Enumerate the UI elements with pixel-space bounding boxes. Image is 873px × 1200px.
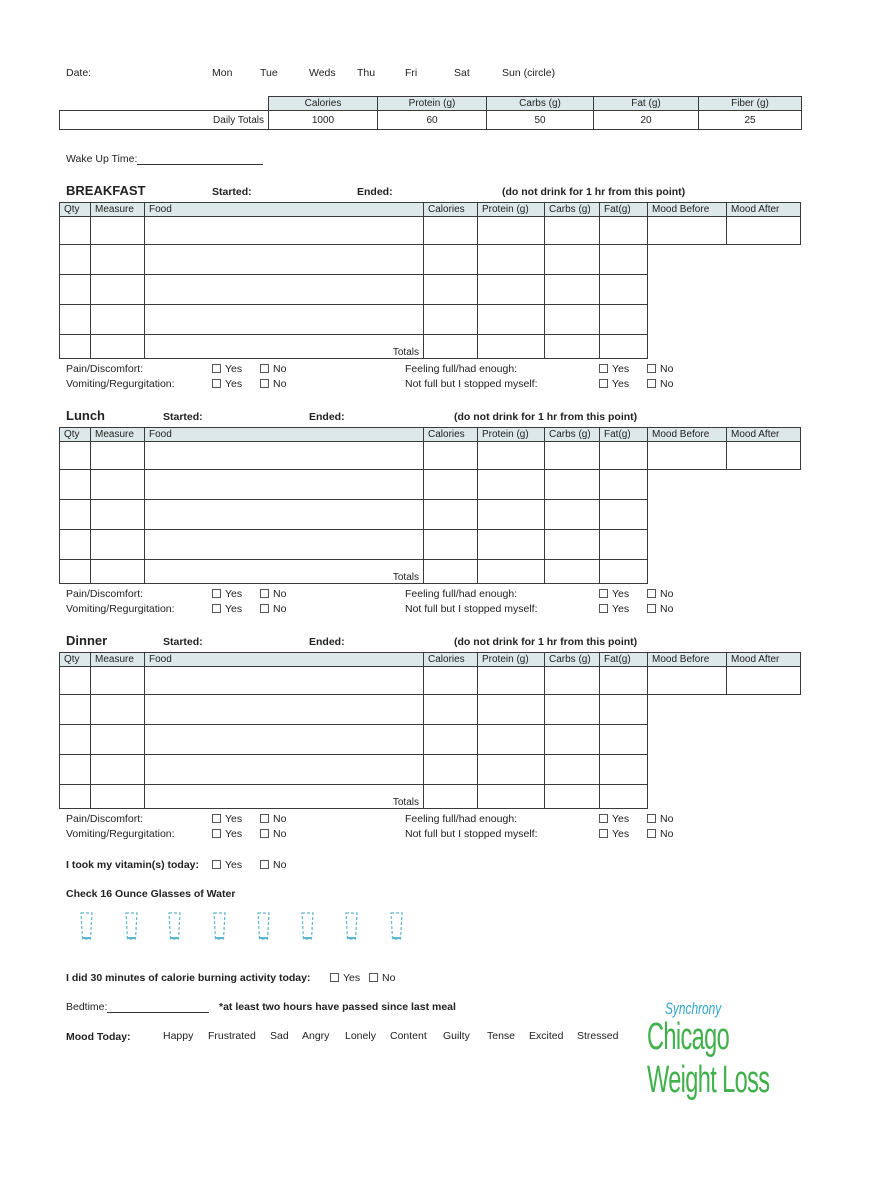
cell-fat[interactable] bbox=[600, 470, 648, 500]
day-weds[interactable]: Weds bbox=[309, 67, 336, 79]
col-header-measure: Measure bbox=[91, 653, 145, 667]
question-notfull: Not full but I stopped myself: bbox=[405, 828, 538, 840]
cell-mood-before[interactable] bbox=[648, 442, 727, 470]
question-notfull: Not full but I stopped myself: bbox=[405, 603, 538, 615]
mood-option[interactable]: Frustrated bbox=[208, 1030, 256, 1042]
totals-header-calories: Calories bbox=[269, 97, 378, 111]
notfull-no[interactable]: No bbox=[647, 828, 673, 840]
full-no[interactable]: No bbox=[647, 813, 673, 825]
table-row bbox=[60, 755, 801, 785]
question-notfull: Not full but I stopped myself: bbox=[405, 378, 538, 390]
total-calories[interactable]: 1000 bbox=[269, 111, 378, 130]
wake-up-field[interactable] bbox=[66, 153, 263, 165]
meal-table bbox=[59, 202, 801, 359]
cell-measure[interactable] bbox=[91, 755, 145, 785]
water-glass-icon[interactable] bbox=[168, 911, 181, 941]
cell-protein[interactable] bbox=[478, 335, 545, 359]
cell-mood-before[interactable] bbox=[648, 217, 727, 245]
checkbox-icon bbox=[260, 604, 269, 613]
col-header-measure: Measure bbox=[91, 203, 145, 217]
totals-header-protein: Protein (g) bbox=[378, 97, 487, 111]
col-header-mood-after: Mood After bbox=[727, 203, 801, 217]
day-mon[interactable]: Mon bbox=[212, 67, 233, 79]
question-vomit: Vomiting/Regurgitation: bbox=[66, 378, 175, 390]
vomit-yes[interactable]: Yes bbox=[212, 378, 242, 390]
cell-qty[interactable] bbox=[60, 755, 91, 785]
cell-food[interactable] bbox=[145, 725, 424, 755]
meal-started-label: Started: bbox=[163, 636, 203, 648]
question-full: Feeling full/had enough: bbox=[405, 813, 518, 825]
checkbox-icon bbox=[260, 589, 269, 598]
cell-protein[interactable] bbox=[478, 667, 545, 695]
col-header-fat: Fat(g) bbox=[600, 653, 648, 667]
full-no[interactable]: No bbox=[647, 363, 673, 375]
question-vomit: Vomiting/Regurgitation: bbox=[66, 828, 175, 840]
cell-fat[interactable] bbox=[600, 217, 648, 245]
cell-protein[interactable] bbox=[478, 217, 545, 245]
mood-option[interactable]: Happy bbox=[163, 1030, 194, 1042]
cell-calories[interactable] bbox=[424, 305, 478, 335]
checkbox-icon bbox=[212, 829, 221, 838]
pain-no[interactable]: No bbox=[260, 363, 286, 375]
water-label: Check 16 Ounce Glasses of Water bbox=[66, 888, 236, 900]
cell-calories[interactable] bbox=[424, 275, 478, 305]
mood-option[interactable]: Stressed bbox=[577, 1030, 619, 1042]
meal-note: (do not drink for 1 hr from this point) bbox=[502, 186, 686, 198]
vomit-yes[interactable]: Yes bbox=[212, 828, 242, 840]
meal-table bbox=[59, 652, 801, 809]
checkbox-icon bbox=[369, 973, 378, 982]
cell-measure[interactable] bbox=[91, 667, 145, 695]
checkbox-icon bbox=[647, 364, 656, 373]
pain-no[interactable]: No bbox=[260, 813, 286, 825]
meal-ended-label: Ended: bbox=[357, 186, 393, 198]
notfull-no[interactable]: No bbox=[647, 378, 673, 390]
cell-fat[interactable] bbox=[600, 442, 648, 470]
wake-up-label: Wake Up Time: bbox=[66, 153, 138, 165]
cell-measure[interactable] bbox=[91, 305, 145, 335]
checkbox-icon bbox=[647, 829, 656, 838]
checkbox-icon bbox=[212, 364, 221, 373]
cell-qty[interactable] bbox=[60, 470, 91, 500]
cell-mood-after[interactable] bbox=[727, 217, 801, 245]
cell-carbs[interactable] bbox=[545, 335, 600, 359]
question-pain: Pain/Discomfort: bbox=[66, 363, 144, 375]
col-header-qty: Qty bbox=[60, 203, 91, 217]
cell-protein[interactable] bbox=[478, 500, 545, 530]
table-row bbox=[60, 560, 801, 584]
table-row bbox=[60, 335, 801, 359]
cell-carbs[interactable] bbox=[545, 305, 600, 335]
checkbox-icon bbox=[599, 814, 608, 823]
checkbox-icon bbox=[260, 860, 269, 869]
checkbox-icon bbox=[212, 860, 221, 869]
cell-qty[interactable] bbox=[60, 695, 91, 725]
table-row bbox=[60, 305, 801, 335]
cell-calories[interactable] bbox=[424, 217, 478, 245]
col-header-food: Food bbox=[145, 653, 424, 667]
totals-header-fat: Fat (g) bbox=[594, 97, 699, 111]
cell-protein[interactable] bbox=[478, 695, 545, 725]
cell-qty[interactable] bbox=[60, 335, 91, 359]
notfull-yes[interactable]: Yes bbox=[599, 378, 629, 390]
full-yes[interactable]: Yes bbox=[599, 588, 629, 600]
cell-fat[interactable] bbox=[600, 725, 648, 755]
vomit-no[interactable]: No bbox=[260, 378, 286, 390]
cell-qty[interactable] bbox=[60, 305, 91, 335]
meal-note: (do not drink for 1 hr from this point) bbox=[454, 636, 638, 648]
col-header-food: Food bbox=[145, 428, 424, 442]
cell-qty[interactable] bbox=[60, 275, 91, 305]
total-carbs[interactable]: 50 bbox=[487, 111, 594, 130]
cell-carbs[interactable] bbox=[545, 442, 600, 470]
question-pain: Pain/Discomfort: bbox=[66, 588, 144, 600]
cell-calories[interactable] bbox=[424, 755, 478, 785]
cell-calories[interactable] bbox=[424, 470, 478, 500]
total-fat[interactable]: 20 bbox=[594, 111, 699, 130]
day-tue[interactable]: Tue bbox=[260, 67, 278, 79]
vitamins-no[interactable]: No bbox=[260, 859, 286, 871]
mood-option[interactable]: Content bbox=[390, 1030, 427, 1042]
checkbox-icon bbox=[599, 589, 608, 598]
date-label: Date: bbox=[66, 67, 92, 79]
totals-label: Totals bbox=[145, 560, 424, 584]
table-row bbox=[60, 695, 801, 725]
cell-food[interactable] bbox=[145, 755, 424, 785]
cell-protein[interactable] bbox=[478, 305, 545, 335]
day-fri[interactable]: Fri bbox=[405, 67, 418, 79]
col-header-carbs: Carbs (g) bbox=[545, 428, 600, 442]
cell-qty[interactable] bbox=[60, 442, 91, 470]
water-glass-icon[interactable] bbox=[125, 911, 138, 941]
daily-totals-label: Daily Totals bbox=[60, 111, 269, 130]
cell-protein[interactable] bbox=[478, 442, 545, 470]
cell-carbs[interactable] bbox=[545, 667, 600, 695]
cell-mood-after[interactable] bbox=[727, 667, 801, 695]
cell-measure[interactable] bbox=[91, 695, 145, 725]
cell-carbs[interactable] bbox=[545, 560, 600, 584]
mood-option[interactable]: Excited bbox=[529, 1030, 564, 1042]
cell-calories[interactable] bbox=[424, 245, 478, 275]
cell-measure[interactable] bbox=[91, 335, 145, 359]
activity-no[interactable]: No bbox=[369, 972, 395, 984]
cell-food[interactable] bbox=[145, 217, 424, 245]
cell-fat[interactable] bbox=[600, 785, 648, 809]
meal-title: BREAKFAST bbox=[66, 183, 146, 198]
pain-yes[interactable]: Yes bbox=[212, 363, 242, 375]
cell-protein[interactable] bbox=[478, 470, 545, 500]
meal-started-label: Started: bbox=[163, 411, 203, 423]
full-yes[interactable]: Yes bbox=[599, 813, 629, 825]
meal-table bbox=[59, 427, 801, 584]
total-protein[interactable]: 60 bbox=[378, 111, 487, 130]
vomit-no[interactable]: No bbox=[260, 828, 286, 840]
notfull-yes[interactable]: Yes bbox=[599, 828, 629, 840]
cell-carbs[interactable] bbox=[545, 217, 600, 245]
cell-qty[interactable] bbox=[60, 560, 91, 584]
checkbox-icon bbox=[599, 829, 608, 838]
question-vomit: Vomiting/Regurgitation: bbox=[66, 603, 175, 615]
cell-qty[interactable] bbox=[60, 725, 91, 755]
col-header-food: Food bbox=[145, 203, 424, 217]
question-pain: Pain/Discomfort: bbox=[66, 813, 144, 825]
cell-fat[interactable] bbox=[600, 695, 648, 725]
cell-measure[interactable] bbox=[91, 560, 145, 584]
checkbox-icon bbox=[260, 814, 269, 823]
cell-measure[interactable] bbox=[91, 725, 145, 755]
pain-no[interactable]: No bbox=[260, 588, 286, 600]
cell-food[interactable] bbox=[145, 275, 424, 305]
totals-header-carbs: Carbs (g) bbox=[487, 97, 594, 111]
cell-measure[interactable] bbox=[91, 275, 145, 305]
cell-protein[interactable] bbox=[478, 560, 545, 584]
mood-option[interactable]: Sad bbox=[270, 1030, 289, 1042]
cell-measure[interactable] bbox=[91, 530, 145, 560]
cell-fat[interactable] bbox=[600, 530, 648, 560]
table-row bbox=[60, 470, 801, 500]
cell-carbs[interactable] bbox=[545, 755, 600, 785]
pain-yes[interactable]: Yes bbox=[212, 813, 242, 825]
table-row bbox=[60, 530, 801, 560]
table-row bbox=[60, 785, 801, 809]
col-header-mood-after: Mood After bbox=[727, 428, 801, 442]
table-row bbox=[60, 500, 801, 530]
cell-mood-before[interactable] bbox=[648, 667, 727, 695]
mood-option[interactable]: Angry bbox=[302, 1030, 330, 1042]
cell-measure[interactable] bbox=[91, 500, 145, 530]
totals-label: Totals bbox=[145, 335, 424, 359]
bedtime-label: Bedtime: bbox=[66, 1001, 108, 1013]
cell-carbs[interactable] bbox=[545, 500, 600, 530]
meal-ended-label: Ended: bbox=[309, 636, 345, 648]
cell-fat[interactable] bbox=[600, 560, 648, 584]
cell-fat[interactable] bbox=[600, 335, 648, 359]
cell-qty[interactable] bbox=[60, 245, 91, 275]
col-header-fat: Fat(g) bbox=[600, 428, 648, 442]
mood-option[interactable]: Lonely bbox=[345, 1030, 376, 1042]
cell-measure[interactable] bbox=[91, 442, 145, 470]
col-header-carbs: Carbs (g) bbox=[545, 203, 600, 217]
checkbox-icon bbox=[647, 589, 656, 598]
col-header-measure: Measure bbox=[91, 428, 145, 442]
table-row bbox=[60, 442, 801, 470]
checkbox-icon bbox=[260, 379, 269, 388]
checkbox-icon bbox=[212, 589, 221, 598]
cell-measure[interactable] bbox=[91, 217, 145, 245]
mood-option[interactable]: Guilty bbox=[443, 1030, 470, 1042]
question-full: Feeling full/had enough: bbox=[405, 588, 518, 600]
bedtime-note: *at least two hours have passed since last meal bbox=[219, 1001, 456, 1013]
day-sat[interactable]: Sat bbox=[454, 67, 470, 79]
table-row bbox=[60, 275, 801, 305]
col-header-qty: Qty bbox=[60, 653, 91, 667]
checkbox-icon bbox=[647, 814, 656, 823]
cell-qty[interactable] bbox=[60, 785, 91, 809]
vitamins-yes[interactable]: Yes bbox=[212, 859, 242, 871]
water-glass-icon[interactable] bbox=[257, 911, 270, 941]
cell-carbs[interactable] bbox=[545, 275, 600, 305]
cell-qty[interactable] bbox=[60, 667, 91, 695]
table-row bbox=[60, 245, 801, 275]
cell-calories[interactable] bbox=[424, 560, 478, 584]
cell-qty[interactable] bbox=[60, 530, 91, 560]
cell-qty[interactable] bbox=[60, 217, 91, 245]
cell-protein[interactable] bbox=[478, 755, 545, 785]
water-glass-icon[interactable] bbox=[301, 911, 314, 941]
mood-option[interactable]: Tense bbox=[487, 1030, 516, 1042]
bedtime-field[interactable] bbox=[66, 1001, 209, 1013]
col-header-carbs: Carbs (g) bbox=[545, 653, 600, 667]
col-header-mood-before: Mood Before bbox=[648, 203, 727, 217]
cell-protein[interactable] bbox=[478, 725, 545, 755]
mood-today-label: Mood Today: bbox=[66, 1031, 131, 1043]
cell-measure[interactable] bbox=[91, 245, 145, 275]
cell-protein[interactable] bbox=[478, 530, 545, 560]
checkbox-icon bbox=[599, 379, 608, 388]
table-row bbox=[60, 725, 801, 755]
checkbox-icon bbox=[330, 973, 339, 982]
vitamins-label: I took my vitamin(s) today: bbox=[66, 859, 200, 871]
col-header-fat: Fat(g) bbox=[600, 203, 648, 217]
totals-label: Totals bbox=[145, 785, 424, 809]
meal-title: Dinner bbox=[66, 633, 108, 648]
checkbox-icon bbox=[599, 364, 608, 373]
cell-calories[interactable] bbox=[424, 695, 478, 725]
cell-calories[interactable] bbox=[424, 335, 478, 359]
activity-yes[interactable]: Yes bbox=[330, 972, 360, 984]
cell-fat[interactable] bbox=[600, 275, 648, 305]
col-header-mood-after: Mood After bbox=[727, 653, 801, 667]
logo-chicago-weight-loss: Chicago Weight Loss bbox=[647, 1016, 770, 1101]
meal-ended-label: Ended: bbox=[309, 411, 345, 423]
totals-header-fiber: Fiber (g) bbox=[699, 97, 802, 111]
col-header-qty: Qty bbox=[60, 428, 91, 442]
pain-yes[interactable]: Yes bbox=[212, 588, 242, 600]
total-fiber[interactable]: 25 bbox=[699, 111, 802, 130]
cell-calories[interactable] bbox=[424, 667, 478, 695]
cell-protein[interactable] bbox=[478, 785, 545, 809]
cell-calories[interactable] bbox=[424, 442, 478, 470]
cell-fat[interactable] bbox=[600, 755, 648, 785]
meal-note: (do not drink for 1 hr from this point) bbox=[454, 411, 638, 423]
checkbox-icon bbox=[212, 604, 221, 613]
cell-protein[interactable] bbox=[478, 245, 545, 275]
question-full: Feeling full/had enough: bbox=[405, 363, 518, 375]
cell-food[interactable] bbox=[145, 667, 424, 695]
water-glass-icon[interactable] bbox=[390, 911, 403, 941]
daily-totals-table bbox=[59, 96, 802, 130]
cell-food[interactable] bbox=[145, 442, 424, 470]
meal-title: Lunch bbox=[66, 408, 105, 423]
cell-food[interactable] bbox=[145, 305, 424, 335]
table-row bbox=[60, 217, 801, 245]
cell-fat[interactable] bbox=[600, 245, 648, 275]
cell-fat[interactable] bbox=[600, 500, 648, 530]
day-sun[interactable]: Sun (circle) bbox=[502, 67, 556, 79]
col-header-protein: Protein (g) bbox=[478, 653, 545, 667]
cell-measure[interactable] bbox=[91, 470, 145, 500]
col-header-calories: Calories bbox=[424, 203, 478, 217]
water-glass-icon[interactable] bbox=[213, 911, 226, 941]
checkbox-icon bbox=[599, 604, 608, 613]
cell-calories[interactable] bbox=[424, 785, 478, 809]
cell-food[interactable] bbox=[145, 500, 424, 530]
notfull-yes[interactable]: Yes bbox=[599, 603, 629, 615]
vomit-yes[interactable]: Yes bbox=[212, 603, 242, 615]
cell-carbs[interactable] bbox=[545, 470, 600, 500]
checkbox-icon bbox=[647, 604, 656, 613]
cell-carbs[interactable] bbox=[545, 725, 600, 755]
cell-carbs[interactable] bbox=[545, 695, 600, 725]
water-glass-icon[interactable] bbox=[80, 911, 93, 941]
cell-carbs[interactable] bbox=[545, 785, 600, 809]
vomit-no[interactable]: No bbox=[260, 603, 286, 615]
checkbox-icon bbox=[260, 829, 269, 838]
cell-food[interactable] bbox=[145, 245, 424, 275]
cell-mood-after[interactable] bbox=[727, 442, 801, 470]
col-header-protein: Protein (g) bbox=[478, 203, 545, 217]
cell-fat[interactable] bbox=[600, 667, 648, 695]
cell-food[interactable] bbox=[145, 470, 424, 500]
checkbox-icon bbox=[647, 379, 656, 388]
col-header-mood-before: Mood Before bbox=[648, 428, 727, 442]
cell-fat[interactable] bbox=[600, 305, 648, 335]
water-glass-icon[interactable] bbox=[345, 911, 358, 941]
cell-food[interactable] bbox=[145, 530, 424, 560]
col-header-calories: Calories bbox=[424, 653, 478, 667]
cell-carbs[interactable] bbox=[545, 245, 600, 275]
full-yes[interactable]: Yes bbox=[599, 363, 629, 375]
cell-calories[interactable] bbox=[424, 500, 478, 530]
col-header-calories: Calories bbox=[424, 428, 478, 442]
checkbox-icon bbox=[212, 379, 221, 388]
checkbox-icon bbox=[260, 364, 269, 373]
table-row bbox=[60, 667, 801, 695]
cell-protein[interactable] bbox=[478, 275, 545, 305]
activity-label: I did 30 minutes of calorie burning activity today: bbox=[66, 972, 311, 984]
cell-calories[interactable] bbox=[424, 530, 478, 560]
checkbox-icon bbox=[212, 814, 221, 823]
cell-food[interactable] bbox=[145, 695, 424, 725]
col-header-mood-before: Mood Before bbox=[648, 653, 727, 667]
notfull-no[interactable]: No bbox=[647, 603, 673, 615]
day-thu[interactable]: Thu bbox=[357, 67, 376, 79]
cell-measure[interactable] bbox=[91, 785, 145, 809]
cell-carbs[interactable] bbox=[545, 530, 600, 560]
logo-synchrony: Synchrony bbox=[665, 999, 722, 1018]
cell-qty[interactable] bbox=[60, 500, 91, 530]
full-no[interactable]: No bbox=[647, 588, 673, 600]
meal-started-label: Started: bbox=[212, 186, 252, 198]
cell-calories[interactable] bbox=[424, 725, 478, 755]
col-header-protein: Protein (g) bbox=[478, 428, 545, 442]
